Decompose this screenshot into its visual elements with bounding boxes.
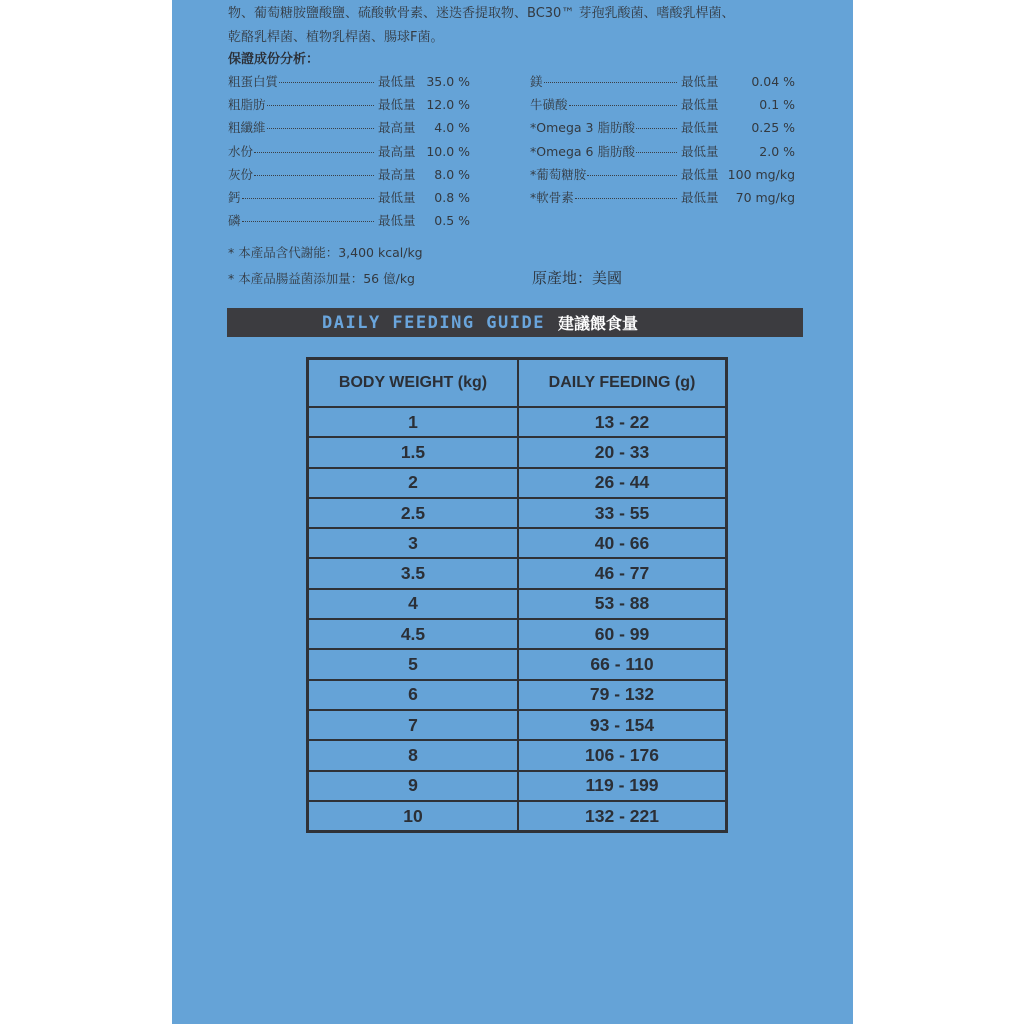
ingredients-line: 物、葡萄糖胺鹽酸鹽、硫酸軟骨素、迷迭香提取物、BC30™ 芽孢乳酸菌、嗜酸乳桿菌、 — [228, 6, 735, 21]
nutrient-value: 2.0 % — [759, 143, 795, 159]
nutrient-row — [530, 142, 795, 165]
body-weight-cell: 4 — [308, 589, 519, 619]
daily-feeding-cell: 119 - 199 — [518, 771, 727, 801]
leader-dots — [587, 175, 677, 176]
nutrient-value: 0.04 % — [751, 74, 795, 89]
table-row — [308, 528, 727, 558]
nutrient-qualifier: 最低量 — [681, 120, 719, 136]
nutrient-row — [228, 118, 470, 141]
leader-dots — [575, 198, 677, 199]
body-weight-cell: 5 — [308, 649, 519, 679]
table-header-row — [308, 359, 727, 408]
nutrient-list-left — [228, 72, 470, 234]
table-row — [308, 710, 727, 740]
nutrient-value: 0.25 % — [751, 120, 795, 136]
body-weight-cell: 8 — [308, 740, 519, 770]
table-row — [308, 680, 727, 710]
nutrient-qualifier: 最高量 — [378, 120, 416, 136]
leader-dots — [254, 152, 374, 153]
nutrient-name: 粗蛋白質 — [228, 74, 279, 89]
nutrient-value: 0.5 % — [434, 213, 470, 229]
nutrient-value: 0.1 % — [759, 97, 795, 113]
nutrient-name: 磷 — [228, 213, 241, 229]
feeding-guide-title-zh: 建議餵食量 — [557, 314, 638, 333]
nutrient-value: 8.0 % — [434, 166, 470, 182]
table-row — [308, 558, 727, 588]
nutrient-value: 100 mg/kg — [727, 166, 795, 182]
nutrient-qualifier: 最高量 — [378, 143, 416, 159]
nutrient-row — [228, 95, 470, 118]
nutrient-name: 水份 — [228, 143, 254, 159]
daily-feeding-cell: 106 - 176 — [518, 740, 727, 770]
header-body-weight: BODY WEIGHT (kg) — [308, 359, 519, 408]
daily-feeding-cell: 20 - 33 — [518, 437, 727, 467]
table-row — [308, 801, 727, 832]
nutrient-row — [228, 142, 470, 165]
daily-feeding-cell: 66 - 110 — [518, 649, 727, 679]
nutrient-value: 12.0 % — [426, 97, 470, 113]
header-daily-feeding: DAILY FEEDING (g) — [518, 359, 727, 408]
daily-feeding-cell: 26 - 44 — [518, 468, 727, 498]
table-row — [308, 407, 727, 437]
nutrient-name: 牛磺酸 — [530, 97, 568, 113]
table-row — [308, 498, 727, 528]
body-weight-cell: 1.5 — [308, 437, 519, 467]
nutrient-row — [530, 72, 795, 95]
body-weight-cell: 7 — [308, 710, 519, 740]
daily-feeding-cell: 40 - 66 — [518, 528, 727, 558]
leader-dots — [267, 128, 374, 129]
energy-note: * 本產品含代謝能：3,400 kcal/kg — [228, 245, 423, 260]
table-row — [308, 740, 727, 770]
nutrient-name: *軟骨素 — [530, 189, 574, 205]
nutrient-row — [228, 211, 470, 234]
origin-text: 原產地：美國 — [532, 269, 623, 287]
daily-feeding-cell: 46 - 77 — [518, 558, 727, 588]
nutrient-qualifier: 最低量 — [378, 97, 416, 113]
leader-dots — [636, 128, 677, 129]
daily-feeding-cell: 79 - 132 — [518, 680, 727, 710]
body-weight-cell: 9 — [308, 771, 519, 801]
nutrient-value: 35.0 % — [426, 74, 470, 89]
body-weight-cell: 10 — [308, 801, 519, 832]
table-row — [308, 468, 727, 498]
body-weight-cell: 6 — [308, 680, 519, 710]
nutrient-qualifier: 最低量 — [681, 189, 719, 205]
leader-dots — [242, 198, 374, 199]
leader-dots — [569, 105, 677, 106]
nutrient-qualifier: 最低量 — [378, 213, 416, 229]
nutrient-qualifier: 最高量 — [378, 166, 416, 182]
nutrient-name: 灰份 — [228, 166, 254, 182]
daily-feeding-cell: 53 - 88 — [518, 589, 727, 619]
nutrient-row — [228, 165, 470, 188]
daily-feeding-cell: 13 - 22 — [518, 407, 727, 437]
leader-dots — [279, 82, 374, 83]
daily-feeding-cell: 93 - 154 — [518, 710, 727, 740]
nutrient-value: 4.0 % — [434, 120, 470, 136]
nutrient-qualifier: 最低量 — [681, 97, 719, 113]
body-weight-cell: 2.5 — [308, 498, 519, 528]
nutrient-qualifier: 最低量 — [681, 74, 719, 89]
probiotics-note: * 本產品腸益菌添加量：56 億/kg — [228, 271, 415, 286]
nutrient-list-right — [530, 72, 795, 211]
daily-feeding-cell: 132 - 221 — [518, 801, 727, 832]
nutrient-qualifier: 最低量 — [681, 166, 719, 182]
nutrient-value: 10.0 % — [426, 143, 470, 159]
feeding-guide-title-en: DAILY FEEDING GUIDE — [322, 312, 545, 333]
leader-dots — [544, 82, 677, 83]
nutrient-row — [530, 188, 795, 211]
leader-dots — [267, 105, 374, 106]
nutrient-value: 70 mg/kg — [735, 189, 795, 205]
table-row — [308, 619, 727, 649]
nutrient-qualifier: 最低量 — [378, 74, 416, 89]
nutrient-name: *葡萄糖胺 — [530, 166, 587, 182]
daily-feeding-cell: 33 - 55 — [518, 498, 727, 528]
table-row — [308, 649, 727, 679]
nutrient-qualifier: 最低量 — [378, 189, 416, 205]
nutrient-qualifier: 最低量 — [681, 143, 719, 159]
nutrient-value: 0.8 % — [434, 189, 470, 205]
nutrient-row — [530, 118, 795, 141]
nutrient-row — [530, 95, 795, 118]
nutrient-name: 鎂 — [530, 74, 543, 89]
leader-dots — [254, 175, 374, 176]
leader-dots — [242, 221, 374, 222]
nutrient-name: *Omega 3 脂肪酸 — [530, 120, 635, 136]
nutrient-name: 粗脂肪 — [228, 97, 266, 113]
nutrient-row — [530, 165, 795, 188]
body-weight-cell: 4.5 — [308, 619, 519, 649]
feeding-guide-banner — [227, 308, 803, 337]
nutrient-row — [228, 72, 470, 95]
body-weight-cell: 2 — [308, 468, 519, 498]
ingredients-text — [228, 2, 808, 50]
feeding-table — [306, 357, 728, 833]
nutrient-row — [228, 188, 470, 211]
ingredients-line: 乾酪乳桿菌、植物乳桿菌、腸球F菌。 — [228, 30, 444, 45]
body-weight-cell: 3.5 — [308, 558, 519, 588]
table-row — [308, 771, 727, 801]
leader-dots — [636, 152, 677, 153]
table-row — [308, 589, 727, 619]
body-weight-cell: 3 — [308, 528, 519, 558]
nutrient-name: 鈣 — [228, 189, 241, 205]
nutrient-name: *Omega 6 脂肪酸 — [530, 143, 635, 159]
analysis-title: 保證成份分析： — [228, 52, 320, 67]
body-weight-cell: 1 — [308, 407, 519, 437]
table-row — [308, 437, 727, 467]
nutrient-name: 粗纖維 — [228, 120, 266, 136]
daily-feeding-cell: 60 - 99 — [518, 619, 727, 649]
